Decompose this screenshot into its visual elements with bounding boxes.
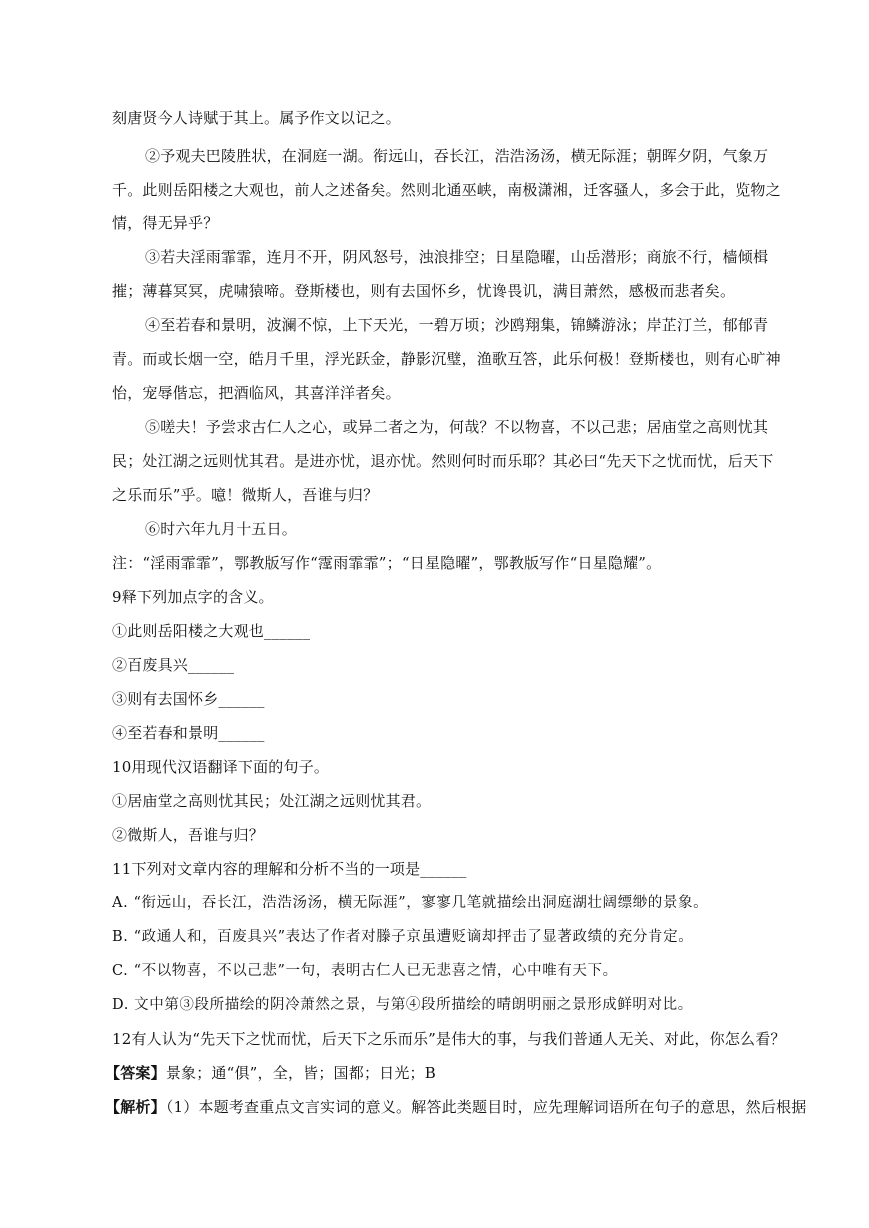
question-11: 11下列对文章内容的理解和分析不当的一项是______ bbox=[112, 860, 467, 878]
analysis-text: （1）本题考查重点文言实词的意义。解答此类题目时，应先理解词语所在句子的意思，然后根据 bbox=[165, 1098, 807, 1116]
paragraph-5-line-3: 之乐而乐”乎。噫！微斯人，吾谁与归？ bbox=[112, 486, 379, 504]
paragraph-5-line-2: 民；处江湖之远则忧其君。是进亦忧，退亦忧。然则何时而乐耶？其必曰“先天下之忧而忧，后天下 bbox=[112, 452, 774, 470]
question-9-item-3: ③则有去国怀乡______ bbox=[112, 690, 265, 708]
answer-text: 景象；通“俱”，全，皆；国都；日光；B bbox=[165, 1064, 436, 1082]
paragraph-4-line-3: 怡，宠辱偕忘，把酒临风，其喜洋洋者矣。 bbox=[112, 384, 401, 402]
analysis-line bbox=[105, 1097, 806, 1117]
paragraph-3-line-2: 摧；薄暮冥冥，虎啸猿啼。登斯楼也，则有去国怀乡，忧谗畏讥，满目萧然，感极而悲者矣。 bbox=[112, 282, 736, 300]
question-12: 12有人认为“先天下之忧而忧，后天下之乐而乐”是伟大的事，与我们普通人无关、对此，你怎么看？ bbox=[112, 1030, 786, 1048]
paragraph-6-line: ⑥时六年九月十五日。 bbox=[145, 520, 298, 538]
analysis-label: 【解析】 bbox=[105, 1098, 166, 1116]
question-10-item-1: ①居庙堂之高则忧其民；处江湖之远则忧其君。 bbox=[112, 792, 432, 810]
question-9-item-4: ④至若春和景明______ bbox=[112, 724, 265, 742]
question-9-item-1: ①此则岳阳楼之大观也______ bbox=[112, 622, 311, 640]
paragraph-4-line-1: ④至若春和景明，波澜不惊，上下天光，一碧万顷；沙鸥翔集，锦鳞游泳；岸芷汀兰，郁郁青 bbox=[145, 316, 769, 334]
answer-label: 【答案】 bbox=[105, 1064, 166, 1082]
paragraph-5-line-1: ⑤嗟夫！予尝求古仁人之心，或异二者之为，何哉？不以物喜，不以己悲；居庙堂之高则忧其 bbox=[145, 418, 769, 436]
question-9-item-2: ②百废具兴______ bbox=[112, 656, 235, 674]
paragraph-3-line-1: ③若夫淫雨霏霏，连月不开，阴风怒号，浊浪排空；日星隐曜，山岳潜形；商旅不行，樯倾楫 bbox=[145, 248, 769, 266]
note-line: 注：“淫雨霏霏”，鄂教版写作“霪雨霏霏”；“日星隐曜”，鄂教版写作“日星隐耀”。 bbox=[112, 554, 662, 572]
option-c: C. “不以物喜，不以己悲”一句，表明古仁人已无悲喜之情，心中唯有天下。 bbox=[112, 963, 618, 979]
answer-line bbox=[105, 1063, 436, 1083]
question-9: 9释下列加点字的含义。 bbox=[112, 588, 274, 606]
paragraph-2-line-1: ②予观夫巴陵胜状，在洞庭一湖。衔远山，吞长江，浩浩汤汤，横无际涯；朝晖夕阴，气象万 bbox=[145, 147, 769, 165]
text-line: 刻唐贤今人诗赋于其上。属予作文以记之。 bbox=[112, 109, 401, 127]
option-a: A. “衔远山，吞长江，浩浩汤汤，横无际涯”，寥寥几笔就描绘出洞庭湖壮阔缥缈的景象。 bbox=[112, 895, 709, 911]
option-d: D. 文中第③段所描绘的阴冷萧然之景，与第④段所描绘的晴朗明丽之景形成鲜明对比。 bbox=[112, 997, 693, 1013]
question-10-item-2: ②微斯人，吾谁与归？ bbox=[112, 826, 265, 844]
paragraph-2-line-3: 情，得无异乎？ bbox=[112, 214, 219, 232]
paragraph-4-line-2: 青。而或长烟一空，皓月千里，浮光跃金，静影沉璧，渔歌互答，此乐何极！登斯楼也，则有心旷神 bbox=[112, 350, 781, 368]
paragraph-2-line-2: 千。此则岳阳楼之大观也，前人之述备矣。然则北通巫峡，南极潇湘，迁客骚人，多会于此，览物之 bbox=[112, 181, 781, 199]
question-10: 10用现代汉语翻译下面的句子。 bbox=[112, 758, 330, 776]
option-b: B. “政通人和，百废具兴”表达了作者对滕子京虽遭贬谪却抨击了显著政绩的充分肯定。 bbox=[112, 929, 694, 945]
